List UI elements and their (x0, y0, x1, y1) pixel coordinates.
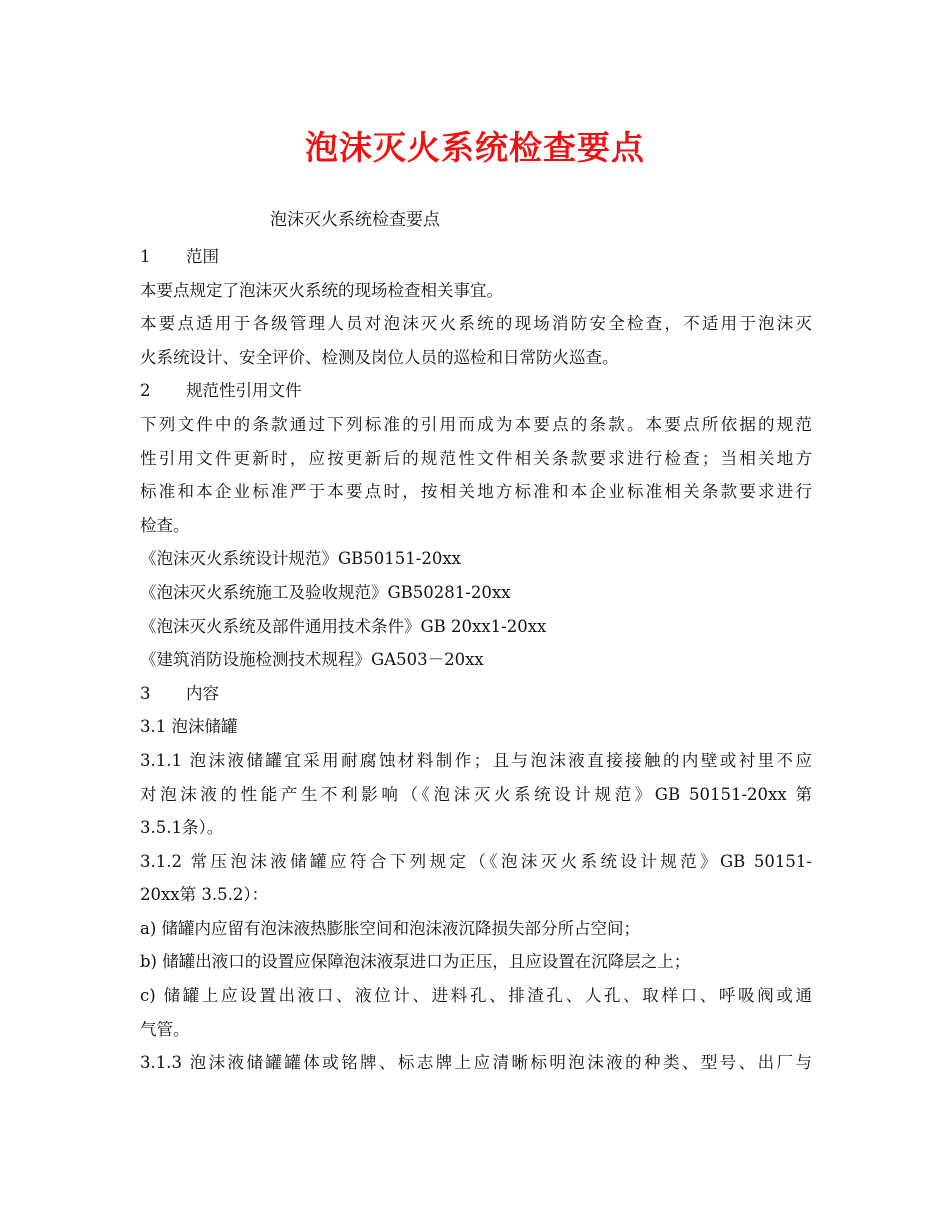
section-title: 内容 (186, 683, 219, 703)
paragraph-line: 火系统设计、安全评价、检测及岗位人员的巡检和日常防火巡查。 (140, 347, 619, 367)
section-number: 3 (140, 683, 151, 703)
paragraph-line: 性引用文件更新时，应按更新后的规范性文件相关条款要求进行检查；当相关地方 (140, 448, 812, 468)
paragraph-line: 本要点适用于各级管理人员对泡沫灭火系统的现场消防安全检查，不适用于泡沫灭 (140, 314, 812, 334)
section-heading-3 (140, 677, 812, 711)
paragraph-line: 3.5.1条）。 (140, 818, 224, 838)
section-heading-2 (140, 374, 812, 408)
list-item: c) 储罐上应设置出液口、液位计、进料孔、排渣孔、人孔、取样口、呼吸阀或通 (140, 986, 812, 1006)
section-number: 1 (140, 247, 151, 266)
list-item: a) 储罐内应留有泡沫液热膨胀空间和泡沫液沉降损失部分所占空间； (140, 918, 641, 938)
reference-item: 《泡沫灭火系统及部件通用技术条件》GB 20xx1-20xx (140, 616, 547, 636)
paragraph-line: 3.1.3 泡沫液储罐罐体或铭牌、标志牌上应清晰标明泡沫液的种类、型号、出厂与 (140, 1053, 812, 1073)
paragraph-line: 20xx第 3.5.2）： (140, 885, 269, 905)
section-title: 范围 (186, 247, 219, 266)
reference-item: 《泡沫灭火系统施工及验收规范》GB50281-20xx (140, 582, 511, 602)
subsection-heading: 3.1 泡沫储罐 (140, 717, 238, 737)
paragraph-line: 3.1.2 常压泡沫液储罐应符合下列规定（《泡沫灭火系统设计规范》GB 50151- (140, 851, 812, 871)
paragraph-line: 气管。 (140, 1019, 190, 1039)
reference-item: 《建筑消防设施检测技术规程》GA503－20xx (140, 650, 484, 670)
section-number: 2 (140, 381, 151, 401)
paragraph-line: 标准和本企业标准严于本要点时，按相关地方标准和本企业标准相关条款要求进行 (140, 482, 812, 502)
paragraph-line: 3.1.1 泡沫液储罐宜采用耐腐蚀材料制作；且与泡沫液直接接触的内壁或衬里不应 (140, 750, 812, 770)
paragraph-line: 本要点规定了泡沫灭火系统的现场检查相关事宜。 (140, 280, 503, 300)
section-heading-1 (140, 240, 812, 274)
paragraph-line: 检查。 (140, 515, 190, 535)
section-title: 规范性引用文件 (186, 381, 302, 401)
paragraph-line: 对泡沫液的性能产生不利影响（《泡沫灭火系统设计规范》GB 50151-20xx 第 (140, 784, 812, 804)
paragraph-line: 下列文件中的条款通过下列标准的引用而成为本要点的条款。本要点所依据的规范 (140, 414, 812, 434)
document-title: 泡沫灭火系统检查要点 (305, 128, 645, 167)
reference-item: 《泡沫灭火系统设计规范》GB50151-20xx (140, 549, 461, 569)
document-subtitle: 泡沫灭火系统检查要点 (270, 210, 440, 230)
document-body (140, 240, 812, 1080)
list-item: b) 储罐出液口的设置应保障泡沫液泵进口为正压，且应设置在沉降层之上； (140, 952, 691, 972)
